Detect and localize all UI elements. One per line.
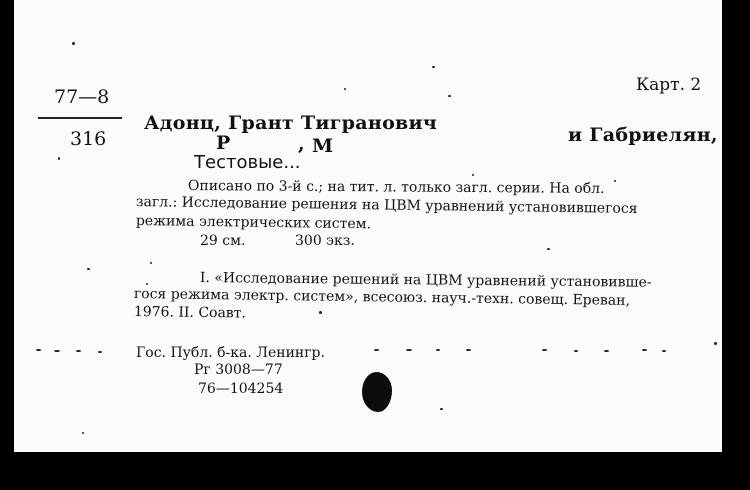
library-registration: Рг 3008—77 (194, 362, 283, 378)
notes-line-3: 1976. II. Соавт. (133, 304, 247, 322)
physical-size: 29 см. (200, 233, 246, 249)
paper-speck (374, 349, 379, 351)
paper-speck (574, 350, 578, 352)
paper-speck (440, 408, 443, 410)
paper-speck (72, 42, 75, 45)
paper-speck (472, 174, 474, 176)
paper-speck (604, 350, 609, 352)
author-name: Адонц, Грант Тигранович (144, 112, 438, 134)
catalog-card (14, 0, 722, 452)
paper-speck (466, 349, 471, 351)
paper-speck (82, 432, 84, 434)
paper-speck (76, 350, 81, 352)
paper-speck (406, 349, 412, 351)
call-number-bottom: 316 (70, 128, 107, 150)
paper-speck (54, 350, 60, 352)
notes-line-2: гося режима электр. систем», всесоюз. науч.-техн. совещ. Ереван, (133, 286, 631, 309)
paper-speck (319, 311, 322, 314)
coauthor-name: и Габриелян, (568, 124, 718, 146)
notes-line-1: I. «Исследование решений на ЦВМ уравнений установивше- (199, 270, 652, 291)
library-inventory: 76—104254 (198, 381, 284, 397)
call-number-top: 77—8 (54, 86, 110, 108)
coauthor-initial-second: М (312, 135, 334, 157)
paper-speck (614, 180, 616, 182)
paper-speck (542, 349, 547, 351)
paper-speck (146, 283, 148, 285)
card-number: Карт. 2 (636, 75, 702, 95)
paper-speck (714, 342, 717, 345)
paper-speck (547, 248, 550, 250)
paper-speck (436, 349, 440, 351)
paper-speck (344, 88, 346, 90)
paper-speck (448, 95, 451, 97)
paper-speck (87, 268, 90, 270)
description-line-3: режима электрических систем. (135, 213, 372, 233)
ink-blot (362, 372, 392, 412)
call-number-divider (38, 117, 122, 119)
work-title: Тестовые... (194, 152, 301, 173)
paper-speck (642, 349, 647, 351)
paper-speck (36, 349, 41, 351)
coauthor-initial-first: Р (216, 132, 231, 154)
paper-speck (662, 350, 666, 352)
paper-speck (98, 351, 102, 353)
paper-speck (432, 66, 435, 68)
description-line-2: загл.: Исследование решения на ЦВМ уравнений установившегося (135, 194, 638, 218)
description-line-1: Описано по 3-й с.; на тит. л. только загл. серии. На обл. (187, 178, 605, 197)
coauthor-initial-comma: , (298, 133, 305, 155)
paper-speck (150, 262, 152, 264)
paper-speck (58, 157, 60, 160)
library-line-1: Гос. Публ. б-ка. Ленингр. (136, 345, 325, 361)
print-run: 300 экз. (295, 233, 355, 249)
